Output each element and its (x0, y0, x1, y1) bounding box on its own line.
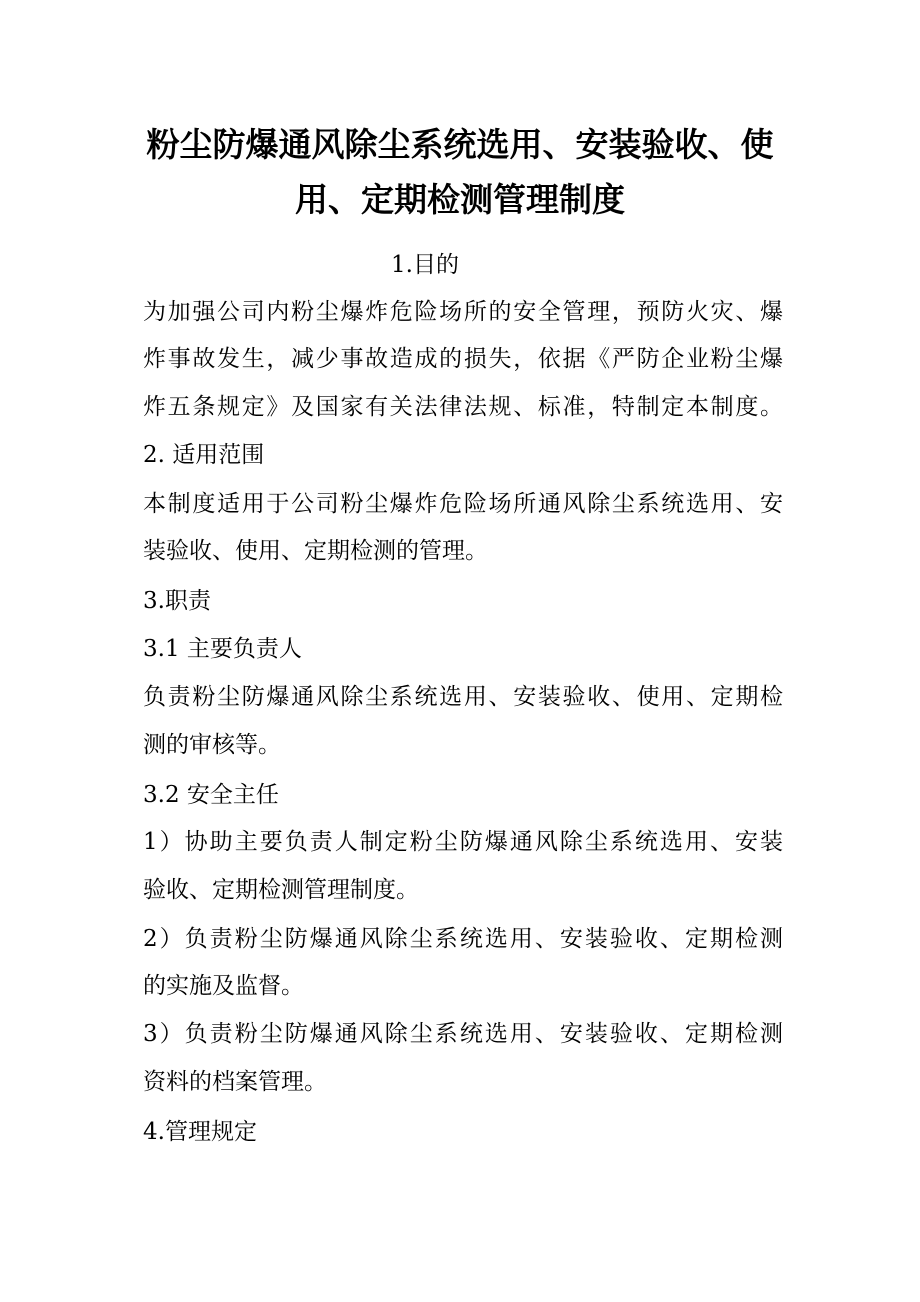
paragraph-line: 的实施及监督。 (143, 973, 304, 999)
paragraph-line: 2）负责粉尘防爆通风除尘系统选用、安装验收、定期检测 (143, 926, 783, 952)
document-title-line-2: 用、定期检测管理制度 (295, 180, 625, 219)
paragraph-line: 3.2 安全主任 (143, 782, 279, 808)
paragraph-line: 3）负责粉尘防爆通风除尘系统选用、安装验收、定期检测 (143, 1021, 783, 1047)
paragraph-line: 本制度适用于公司粉尘爆炸危险场所通风除尘系统选用、安 (143, 491, 783, 517)
paragraph-line: 验收、定期检测管理制度。 (143, 877, 419, 903)
paragraph-line: 3.1 主要负责人 (143, 636, 302, 662)
paragraph-line: 资料的档案管理。 (143, 1069, 327, 1095)
paragraph-line: 装验收、使用、定期检测的管理。 (143, 538, 488, 564)
document-title-line-1: 粉尘防爆通风除尘系统选用、安装验收、使 (146, 125, 774, 164)
paragraph-line: 炸五条规定》及国家有关法律法规、标准，特制定本制度。 (143, 394, 783, 420)
paragraph-line: 2. 适用范围 (143, 442, 265, 468)
paragraph-line: 3.职责 (143, 588, 211, 614)
paragraph-line: 负责粉尘防爆通风除尘系统选用、安装验收、使用、定期检 (143, 684, 783, 710)
paragraph-line: 4.管理规定 (143, 1119, 257, 1145)
paragraph-line: 1.目的 (391, 252, 459, 278)
paragraph-line: 为加强公司内粉尘爆炸危险场所的安全管理，预防火灾、爆 (143, 299, 783, 325)
paragraph-line: 1）协助主要负责人制定粉尘防爆通风除尘系统选用、安装 (143, 829, 783, 855)
paragraph-line: 炸事故发生，减少事故造成的损失，依据《严防企业粉尘爆 (143, 346, 783, 372)
paragraph-line: 测的审核等。 (143, 732, 281, 758)
